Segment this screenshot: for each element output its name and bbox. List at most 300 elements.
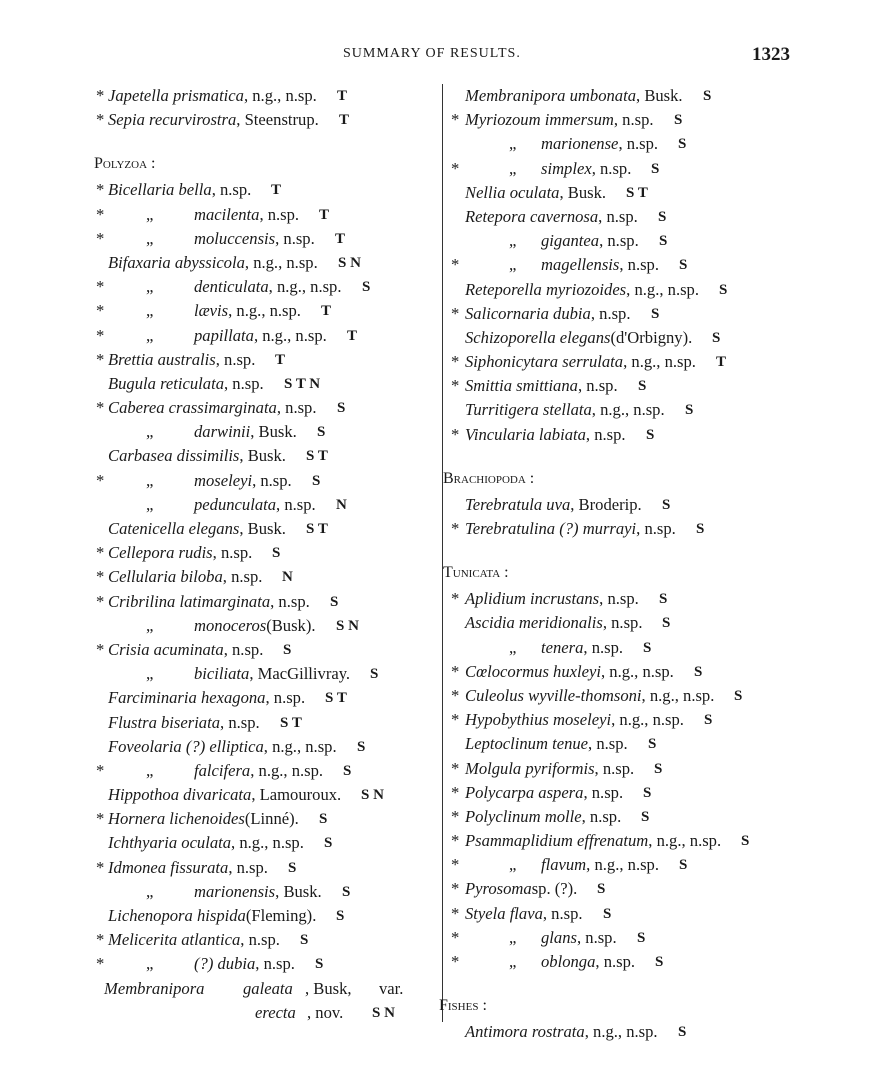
- locality-code: N: [336, 496, 347, 513]
- asterisk-marker: *: [451, 831, 460, 851]
- list-item: [441, 781, 791, 805]
- list-item: [90, 178, 435, 202]
- list-item: [90, 759, 435, 783]
- asterisk-marker: *: [96, 86, 105, 105]
- species-name: Hypobythius moseleyi: [465, 710, 612, 730]
- locality-code: T: [716, 354, 727, 371]
- ditto-mark: „: [146, 664, 154, 684]
- species-name: Flustra biseriata: [108, 712, 221, 732]
- locality-code: S: [658, 208, 667, 225]
- species-name: flavum: [541, 855, 587, 875]
- locality-code: S: [638, 378, 647, 395]
- asterisk-marker: *: [96, 398, 105, 418]
- locality-code: S: [312, 472, 321, 489]
- section-heading-tunicata: Tunicata :: [443, 564, 509, 582]
- list-item: [441, 902, 791, 926]
- locality-code: S N: [336, 617, 359, 634]
- species-authority: , n.g., n.sp.: [623, 352, 696, 372]
- locality-code: T: [319, 206, 330, 223]
- locality-code: S: [654, 760, 663, 777]
- locality-code: S N: [361, 787, 384, 804]
- locality-code: S: [330, 593, 339, 610]
- ditto-mark: „: [146, 494, 154, 514]
- list-item: [441, 732, 791, 756]
- asterisk-marker: *: [451, 903, 460, 923]
- list-item: [90, 735, 435, 759]
- running-title: SUMMARY OF RESULTS.: [343, 46, 521, 61]
- list-item: [441, 587, 791, 611]
- species-name: Reteporella myriozoides: [465, 279, 627, 299]
- ditto-mark: „: [509, 231, 517, 251]
- list-item: [441, 398, 791, 422]
- list-item: [90, 638, 435, 662]
- asterisk-marker: *: [451, 806, 460, 826]
- species-authority: , n.sp.: [594, 758, 635, 778]
- species-name: Antimora rostrata: [465, 1022, 585, 1042]
- list-item: [441, 684, 791, 708]
- asterisk-marker: *: [451, 710, 460, 730]
- ditto-mark: „: [146, 760, 154, 780]
- locality-code: S N: [338, 254, 361, 271]
- ditto-mark: „: [509, 134, 517, 154]
- species-authority: , n.sp.: [275, 228, 315, 248]
- species-authority: , n.g., n.sp.: [600, 661, 674, 681]
- list-item: [90, 203, 435, 227]
- list-item: [90, 541, 435, 565]
- species-authority: , n.sp.: [613, 110, 654, 130]
- species-authority: , n.sp.: [619, 255, 660, 275]
- species-name: Cœlocormus huxleyi: [465, 661, 601, 681]
- list-item: [441, 877, 791, 901]
- locality-code: S: [655, 954, 664, 970]
- list-item: [90, 420, 435, 444]
- page-number: 1323: [752, 44, 790, 65]
- species-name: Hippothoa divaricata: [108, 785, 252, 805]
- ditto-mark: „: [146, 422, 154, 442]
- asterisk-marker: *: [451, 661, 460, 681]
- locality-code: S: [696, 521, 705, 537]
- locality-code: S: [703, 88, 712, 104]
- asterisk-marker: *: [451, 589, 460, 609]
- species-authority: sp. (?).: [531, 879, 578, 899]
- species-name: monoceros: [194, 615, 267, 635]
- ditto-mark: „: [146, 615, 154, 635]
- locality-code: S: [678, 1024, 687, 1041]
- locality-code: S: [643, 784, 652, 801]
- list-item: [90, 880, 435, 904]
- species-authority: , Busk.: [636, 86, 683, 105]
- species-name: oblonga: [541, 952, 596, 971]
- list-item: [441, 374, 791, 398]
- locality-code: S: [719, 281, 728, 298]
- species-name: tenera: [541, 637, 584, 657]
- locality-code: S: [597, 881, 606, 898]
- species-authority: , n.sp.: [212, 543, 253, 563]
- list-item: [90, 251, 435, 275]
- species-name: Bicellaria bella: [108, 180, 212, 200]
- species-authority: , n.sp.: [252, 470, 292, 490]
- pre-list: [441, 84, 791, 447]
- list-item: [441, 205, 791, 229]
- asterisk-marker: *: [96, 930, 105, 950]
- ditto-mark: „: [509, 952, 517, 971]
- species-name: Polycarpa aspera: [465, 782, 584, 802]
- species-name: Melicerita atlantica: [108, 930, 241, 950]
- list-item: [441, 1020, 791, 1044]
- species-authority: , n.sp.: [588, 734, 628, 754]
- asterisk-marker: *: [451, 352, 460, 372]
- species-name: Crisia acuminata: [108, 639, 224, 659]
- species-name: papillata: [194, 325, 254, 345]
- locality-code: S: [659, 233, 668, 250]
- locality-code: T: [347, 327, 358, 344]
- list-item: [90, 299, 435, 323]
- locality-code: S: [674, 112, 683, 129]
- species-authority: (Linné).: [244, 809, 299, 829]
- species-name: moluccensis: [194, 228, 276, 248]
- polyzoa-list: [90, 178, 435, 976]
- species-name: Molgula pyriformis: [465, 758, 595, 778]
- tunicata-list: [441, 587, 791, 974]
- species-authority: , n.g., n.sp.: [250, 760, 324, 780]
- locality-code: S: [704, 712, 713, 729]
- list-item: [90, 275, 435, 299]
- fishes-list: [441, 1020, 791, 1044]
- asterisk-marker: *: [96, 277, 105, 297]
- species-authority: , n.sp.: [590, 303, 631, 323]
- species-authority: , n.sp.: [255, 954, 295, 974]
- locality-code: S: [651, 305, 660, 322]
- species-authority: , Broderip.: [570, 494, 642, 514]
- species-name: Turritigera stellata: [465, 400, 592, 420]
- list-item: [90, 565, 435, 589]
- ditto-mark: „: [509, 158, 517, 178]
- locality-code: S: [315, 956, 324, 973]
- list-item: [90, 396, 435, 420]
- locality-code: S: [678, 136, 687, 153]
- locality-code: S: [741, 833, 750, 850]
- species-name: Membranipora umbonata: [465, 86, 637, 105]
- locality-code: S: [272, 545, 281, 562]
- brachiopoda-list: [441, 493, 791, 541]
- list-item: [90, 590, 435, 614]
- list-item: [441, 108, 791, 132]
- species-name: biciliata: [194, 664, 250, 684]
- species-authority: , n.sp.: [599, 231, 639, 251]
- locality-code: S: [288, 859, 297, 876]
- species-authority: , Busk.: [239, 446, 286, 466]
- species-name: Psammaplidium effrenatum: [465, 831, 649, 851]
- species-authority: , n.g., n.sp.: [253, 325, 327, 345]
- species-authority: , n.g., n.sp.: [243, 86, 317, 105]
- list-item: [90, 469, 435, 493]
- species-authority: , n.sp.: [240, 930, 280, 950]
- asterisk-marker: *: [451, 685, 460, 705]
- locality-code: S: [370, 666, 379, 683]
- list-item: [441, 423, 791, 447]
- asterisk-marker: *: [451, 110, 460, 130]
- list-item: [441, 805, 791, 829]
- species-name: Smittia smittiana: [465, 376, 578, 396]
- species-authority: , n.g., n.sp.: [231, 833, 304, 853]
- species-authority: (d'Orbigny).: [610, 327, 693, 347]
- asterisk-marker: *: [451, 927, 460, 947]
- list-item: [90, 711, 435, 735]
- locality-code: S: [283, 641, 292, 658]
- locality-code: T: [335, 230, 346, 247]
- locality-code: S T: [306, 521, 328, 537]
- species-authority: , n.g., n.sp.: [591, 400, 665, 420]
- species-authority: , Lamouroux.: [251, 785, 342, 805]
- species-authority: , n.sp.: [583, 637, 624, 657]
- locality-code: S: [324, 835, 333, 852]
- list-item: [441, 660, 791, 684]
- locality-code: T: [337, 88, 348, 104]
- species-authority: , n.sp.: [276, 398, 317, 418]
- species-authority: (Busk).: [266, 615, 316, 635]
- list-item: [90, 783, 435, 807]
- species-name: lævis: [194, 301, 229, 321]
- species-authority: , n.sp.: [595, 952, 636, 971]
- locality-code: S: [357, 738, 366, 755]
- asterisk-marker: *: [96, 543, 105, 563]
- locality-code: S: [734, 687, 743, 704]
- species-authority: , n.sp.: [599, 589, 639, 609]
- species-authority: , MacGillivray.: [249, 664, 351, 684]
- asterisk-marker: *: [451, 158, 460, 178]
- species-authority: , n.sp.: [220, 712, 260, 732]
- species-name: glans: [541, 927, 577, 947]
- locality-code: S T: [280, 714, 302, 731]
- species-name: Catenicella elegans: [108, 519, 240, 538]
- ditto-mark: „: [146, 325, 154, 345]
- species-authority: , n.sp.: [215, 349, 256, 369]
- species-name: Pyrosoma: [465, 879, 532, 899]
- list-item: [90, 904, 435, 928]
- list-item: [90, 517, 435, 541]
- species-name: Culeolus wyville-thomsoni: [465, 685, 642, 705]
- species-authority: , n.sp.: [598, 206, 638, 226]
- species-name: Polyclinum molle: [465, 806, 582, 826]
- list-item: [90, 807, 435, 831]
- locality-code: S: [336, 908, 345, 924]
- asterisk-marker: *: [96, 180, 105, 200]
- list-item: [90, 686, 435, 710]
- list-item: [90, 372, 435, 396]
- species-name: Ascidia meridionalis: [465, 613, 603, 633]
- species-name: magellensis: [541, 255, 620, 275]
- species-name: Cribrilina latimarginata: [108, 591, 271, 611]
- locality-code: S: [603, 905, 612, 922]
- species-authority: , n.g., n.sp.: [641, 685, 715, 705]
- ditto-mark: „: [146, 470, 154, 490]
- species-authority: , n.sp.: [259, 204, 300, 224]
- species-authority: , n.sp.: [585, 424, 626, 444]
- species-authority: , n.sp.: [276, 494, 316, 514]
- locality-code: S: [343, 762, 352, 779]
- list-item: [90, 662, 435, 686]
- list-item: [441, 493, 791, 517]
- species-authority: , n.sp.: [211, 180, 252, 200]
- list-item: [441, 636, 791, 660]
- list-item: [441, 517, 791, 541]
- species-authority: , n.g., n.sp.: [648, 831, 722, 851]
- list-item: [441, 229, 791, 253]
- locality-code: S: [342, 883, 351, 900]
- list-item: [441, 708, 791, 732]
- ditto-mark: „: [146, 301, 154, 321]
- species-name: denticulata: [194, 277, 269, 297]
- list-item: [90, 856, 435, 880]
- list-item: [90, 444, 435, 468]
- locality-code: S: [319, 811, 328, 828]
- ditto-mark: „: [509, 855, 517, 875]
- species-name: Bifaxaria abyssicola: [108, 252, 245, 272]
- species-authority: , n.sp.: [636, 519, 676, 538]
- list-item: [90, 614, 435, 638]
- asterisk-marker: *: [96, 954, 105, 974]
- species-authority: , n.sp.: [602, 613, 643, 633]
- locality-code: S: [712, 329, 721, 346]
- section-heading-polyzoa: Polyzoa :: [94, 155, 156, 173]
- species-name: Carbasea dissimilis: [108, 446, 240, 466]
- asterisk-marker: *: [451, 519, 460, 538]
- species-name: Terebratula uva: [465, 494, 571, 514]
- species-authority: , n.sp.: [224, 373, 264, 393]
- locality-code: T: [271, 182, 282, 199]
- asterisk-marker: *: [451, 255, 460, 275]
- list-item: [441, 926, 791, 950]
- section-heading-brachiopoda: Brachiopoda :: [443, 469, 535, 487]
- asterisk-marker: *: [96, 591, 105, 611]
- list-item: [441, 84, 791, 108]
- ditto-mark: „: [146, 881, 154, 901]
- species-name: Caberea crassimarginata: [108, 398, 277, 418]
- species-authority: (Fleming).: [245, 906, 317, 925]
- species-authority: , n.g., n.sp.: [584, 1022, 658, 1042]
- asterisk-marker: *: [451, 303, 460, 323]
- species-name: Bugula reticulata: [108, 373, 224, 393]
- locality-code: S: [694, 663, 703, 680]
- asterisk-marker: *: [451, 782, 460, 802]
- species-authority: , n.sp.: [591, 158, 632, 178]
- locality-code: S: [641, 808, 650, 825]
- locality-code: S T: [306, 448, 328, 465]
- list-item: [441, 181, 791, 205]
- species-authority: , n.sp.: [542, 903, 583, 923]
- ditto-mark: „: [146, 204, 154, 224]
- list-item: [90, 952, 435, 976]
- list-item: [441, 132, 791, 156]
- list-item: [441, 253, 791, 277]
- species-authority: , n.sp.: [222, 567, 263, 587]
- locality-code: S: [643, 639, 652, 656]
- species-name: Aplidium incrustans: [465, 589, 600, 609]
- ditto-mark: „: [509, 927, 517, 947]
- species-name: pedunculata: [194, 494, 277, 514]
- species-authority: , n.g., n.sp.: [611, 710, 684, 730]
- list-item: [441, 757, 791, 781]
- species-authority: , Steenstrup.: [236, 110, 319, 130]
- species-name: Salicornaria dubia: [465, 303, 591, 323]
- species-authority: , Busk.: [239, 519, 286, 538]
- species-name: Japetella prismatica: [108, 86, 244, 105]
- left-column: [90, 84, 435, 1025]
- species-name: gigantea: [541, 231, 600, 251]
- page-header: [0, 44, 880, 68]
- locality-code: S: [679, 857, 688, 874]
- pre-list: [90, 84, 435, 132]
- locality-code: S T N: [284, 375, 321, 392]
- species-name: falcifera: [194, 760, 251, 780]
- species-name: Vincularia labiata: [465, 424, 586, 444]
- asterisk-marker: *: [451, 758, 460, 778]
- list-item: [441, 326, 791, 350]
- species-authority: , n.sp.: [270, 591, 310, 611]
- species-authority: , n.sp.: [577, 376, 618, 396]
- section-heading-fishes: Fishes :: [439, 997, 487, 1015]
- species-name: darwinii: [194, 422, 251, 442]
- species-name: Idmonea fissurata: [108, 857, 229, 877]
- asterisk-marker: *: [96, 639, 105, 659]
- ditto-mark: „: [509, 255, 517, 275]
- species-authority: , n.g., n.sp.: [228, 301, 301, 321]
- species-name: Cellepora rudis: [108, 543, 213, 563]
- list-item: [441, 853, 791, 877]
- species-authority: , n.sp.: [581, 806, 622, 826]
- species-authority: , n.sp.: [576, 927, 617, 947]
- locality-code: S: [637, 929, 646, 946]
- locality-code: S: [648, 736, 657, 753]
- species-name: Siphonicytara serrulata: [465, 352, 624, 372]
- locality-code: S: [317, 424, 326, 441]
- locality-code: S: [662, 496, 671, 513]
- asterisk-marker: *: [96, 110, 105, 130]
- asterisk-marker: *: [96, 349, 105, 369]
- ditto-mark: „: [509, 637, 517, 657]
- list-item: [441, 950, 791, 974]
- locality-code: S: [337, 400, 346, 417]
- locality-code: T: [275, 351, 286, 368]
- species-name: Sepia recurvirostra: [108, 110, 237, 130]
- list-item: [90, 324, 435, 348]
- species-authority: , Busk.: [250, 422, 297, 442]
- species-authority: , Busk.: [275, 881, 322, 901]
- locality-code: S T: [626, 184, 648, 201]
- species-authority: , n.sp.: [618, 134, 659, 154]
- asterisk-marker: *: [96, 760, 105, 780]
- asterisk-marker: *: [96, 204, 105, 224]
- locality-code: S: [651, 160, 660, 177]
- species-name: Myriozoum immersum: [465, 110, 614, 130]
- list-item: [441, 302, 791, 326]
- species-authority: , n.g., n.sp.: [263, 736, 337, 756]
- list-item: [441, 278, 791, 302]
- list-item: [90, 348, 435, 372]
- locality-code: T: [321, 303, 332, 320]
- asterisk-marker: *: [96, 228, 105, 248]
- species-name: marionensis: [194, 881, 276, 901]
- list-item: [90, 831, 435, 855]
- species-name: Leptoclinum tenue: [465, 734, 589, 754]
- list-item: [90, 108, 435, 132]
- species-name: Schizoporella elegans: [465, 327, 611, 347]
- locality-code: S T: [325, 690, 347, 707]
- species-name: Foveolaria (?) elliptica: [108, 736, 264, 756]
- species-name: Terebratulina (?) murrayi: [465, 519, 637, 538]
- species-name: Hornera lichenoides: [108, 809, 245, 829]
- asterisk-marker: *: [96, 857, 105, 877]
